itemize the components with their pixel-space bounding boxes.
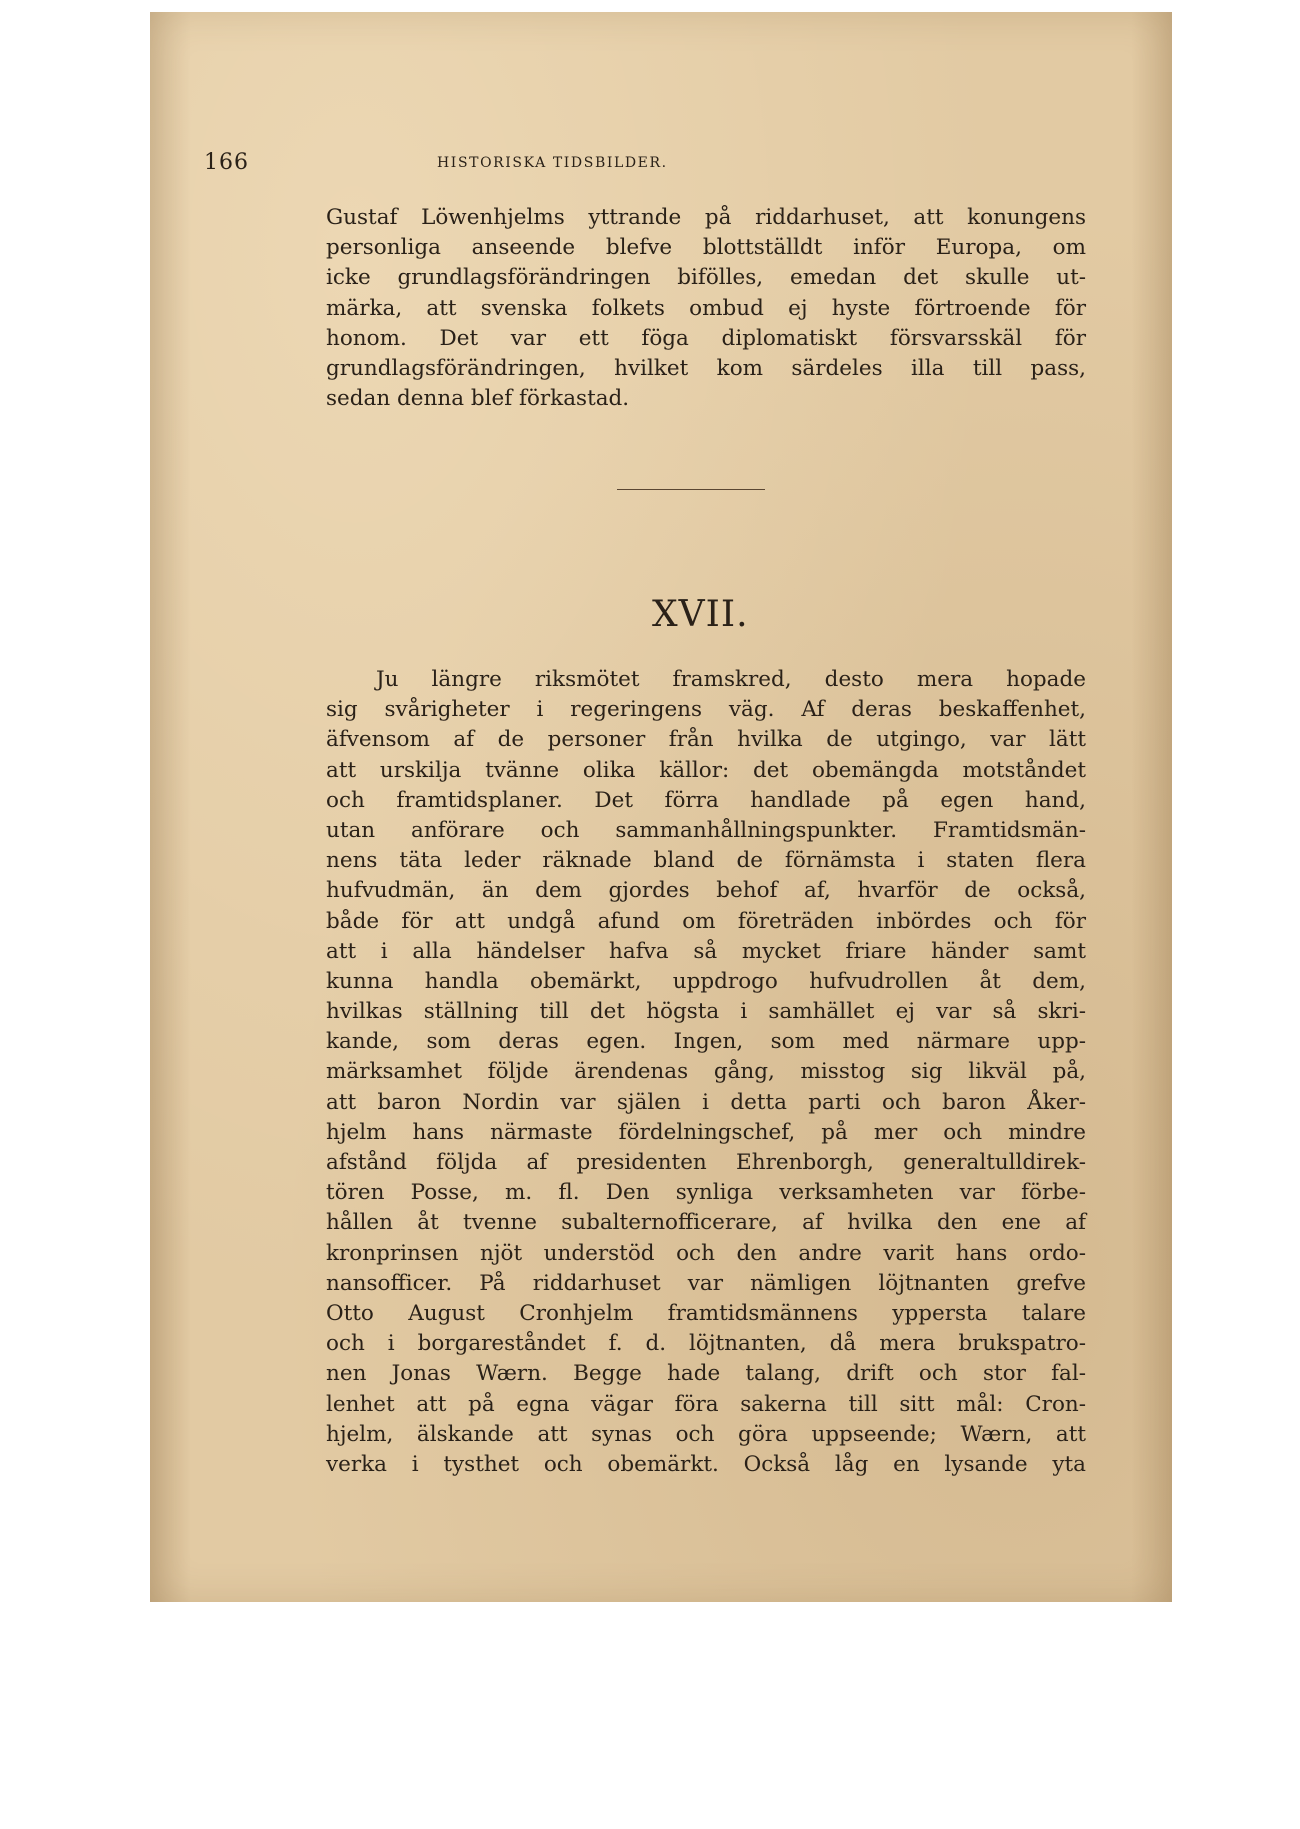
text-line: Otto August Cronhjelm framtidsmännens yppersta talare <box>326 1300 1086 1326</box>
text-line: hållen åt tvenne subalternofficerare, af hvilka den ene af <box>326 1210 1086 1236</box>
text-line: nen Jonas Wærn. Begge hade talang, drift och stor fal- <box>326 1361 1086 1387</box>
text-line: både för att undgå afund om företräden inbördes och för <box>326 908 1086 934</box>
text-line: nens täta leder räknade bland de förnämsta i staten flera <box>326 848 1086 874</box>
text-line: hufvudmän, än dem gjordes behof af, hvarför de också, <box>326 878 1086 904</box>
text-line: grundlagsförändringen, hvilket kom särdeles illa till pass, <box>326 355 1086 381</box>
page-number: 166 <box>204 150 249 175</box>
text-line: icke grundlagsförändringen bifölles, emedan det skulle ut- <box>326 265 1086 291</box>
text-line: märksamhet följde ärendenas gång, misstog sig likväl på, <box>326 1059 1086 1085</box>
text-line: att i alla händelser hafva så mycket friare händer samt <box>326 938 1086 964</box>
text-line: hjelm, älskande att synas och göra uppseende; Wærn, att <box>326 1421 1086 1447</box>
text-line: sedan denna blef förkastad. <box>326 386 630 412</box>
section-divider <box>617 489 765 490</box>
text-line: tören Posse, m. fl. Den synliga verksamheten var förbe- <box>326 1180 1086 1206</box>
running-head <box>204 150 936 180</box>
text-line: honom. Det var ett föga diplomatiskt försvarsskäl för <box>326 325 1086 351</box>
text-line: utan anförare och sammanhållningspunkter. Framtidsmän- <box>326 817 1086 843</box>
running-title: HISTORISKA TIDSBILDER. <box>437 155 668 171</box>
text-line: verka i tysthet och obemärkt. Också låg en lysande yta <box>326 1451 1086 1477</box>
paragraph-2 <box>326 665 1086 1480</box>
text-line: kande, som deras egen. Ingen, som med närmare upp- <box>326 1029 1086 1055</box>
paragraph-1 <box>326 203 1086 414</box>
text-line: och i borgareståndet f. d. löjtnanten, då mera brukspatro- <box>326 1331 1086 1357</box>
text-line: att urskilja tvänne olika källor: det obemängda motståndet <box>326 757 1086 783</box>
text-line: personliga anseende blefve blottställdt inför Europa, om <box>326 235 1086 261</box>
text-line: märka, att svenska folkets ombud ej hyste förtroende för <box>326 295 1086 321</box>
text-line: sig svårigheter i regeringens väg. Af deras beskaffenhet, <box>326 697 1086 723</box>
text-line: afstånd följda af presidenten Ehrenborgh, generaltulldirek- <box>326 1150 1086 1175</box>
text-line: Gustaf Löwenhjelms yttrande på riddarhuset, att konungens <box>326 205 1086 230</box>
text-line: hvilkas ställning till det högsta i samhället ej var så skri- <box>326 999 1086 1025</box>
text-line: lenhet att på egna vägar föra sakerna till sitt mål: Cron- <box>326 1391 1086 1417</box>
chapter-heading: XVII. <box>652 594 749 635</box>
text-line: hjelm hans närmaste fördelningschef, på mer och mindre <box>326 1119 1086 1145</box>
text-line: Ju längre riksmötet framskred, desto mera hopade <box>376 667 1086 692</box>
text-line: att baron Nordin var själen i detta parti och baron Åker- <box>326 1089 1086 1115</box>
text-line: äfvensom af de personer från hvilka de utgingo, var lätt <box>326 727 1086 753</box>
text-line: kunna handla obemärkt, uppdrogo hufvudrollen åt dem, <box>326 968 1086 994</box>
text-line: nansofficer. På riddarhuset var nämligen löjtnanten grefve <box>326 1270 1086 1296</box>
text-line: och framtidsplaner. Det förra handlade på egen hand, <box>326 787 1086 813</box>
text-line: kronprinsen njöt understöd och den andre varit hans ordo- <box>326 1240 1086 1266</box>
